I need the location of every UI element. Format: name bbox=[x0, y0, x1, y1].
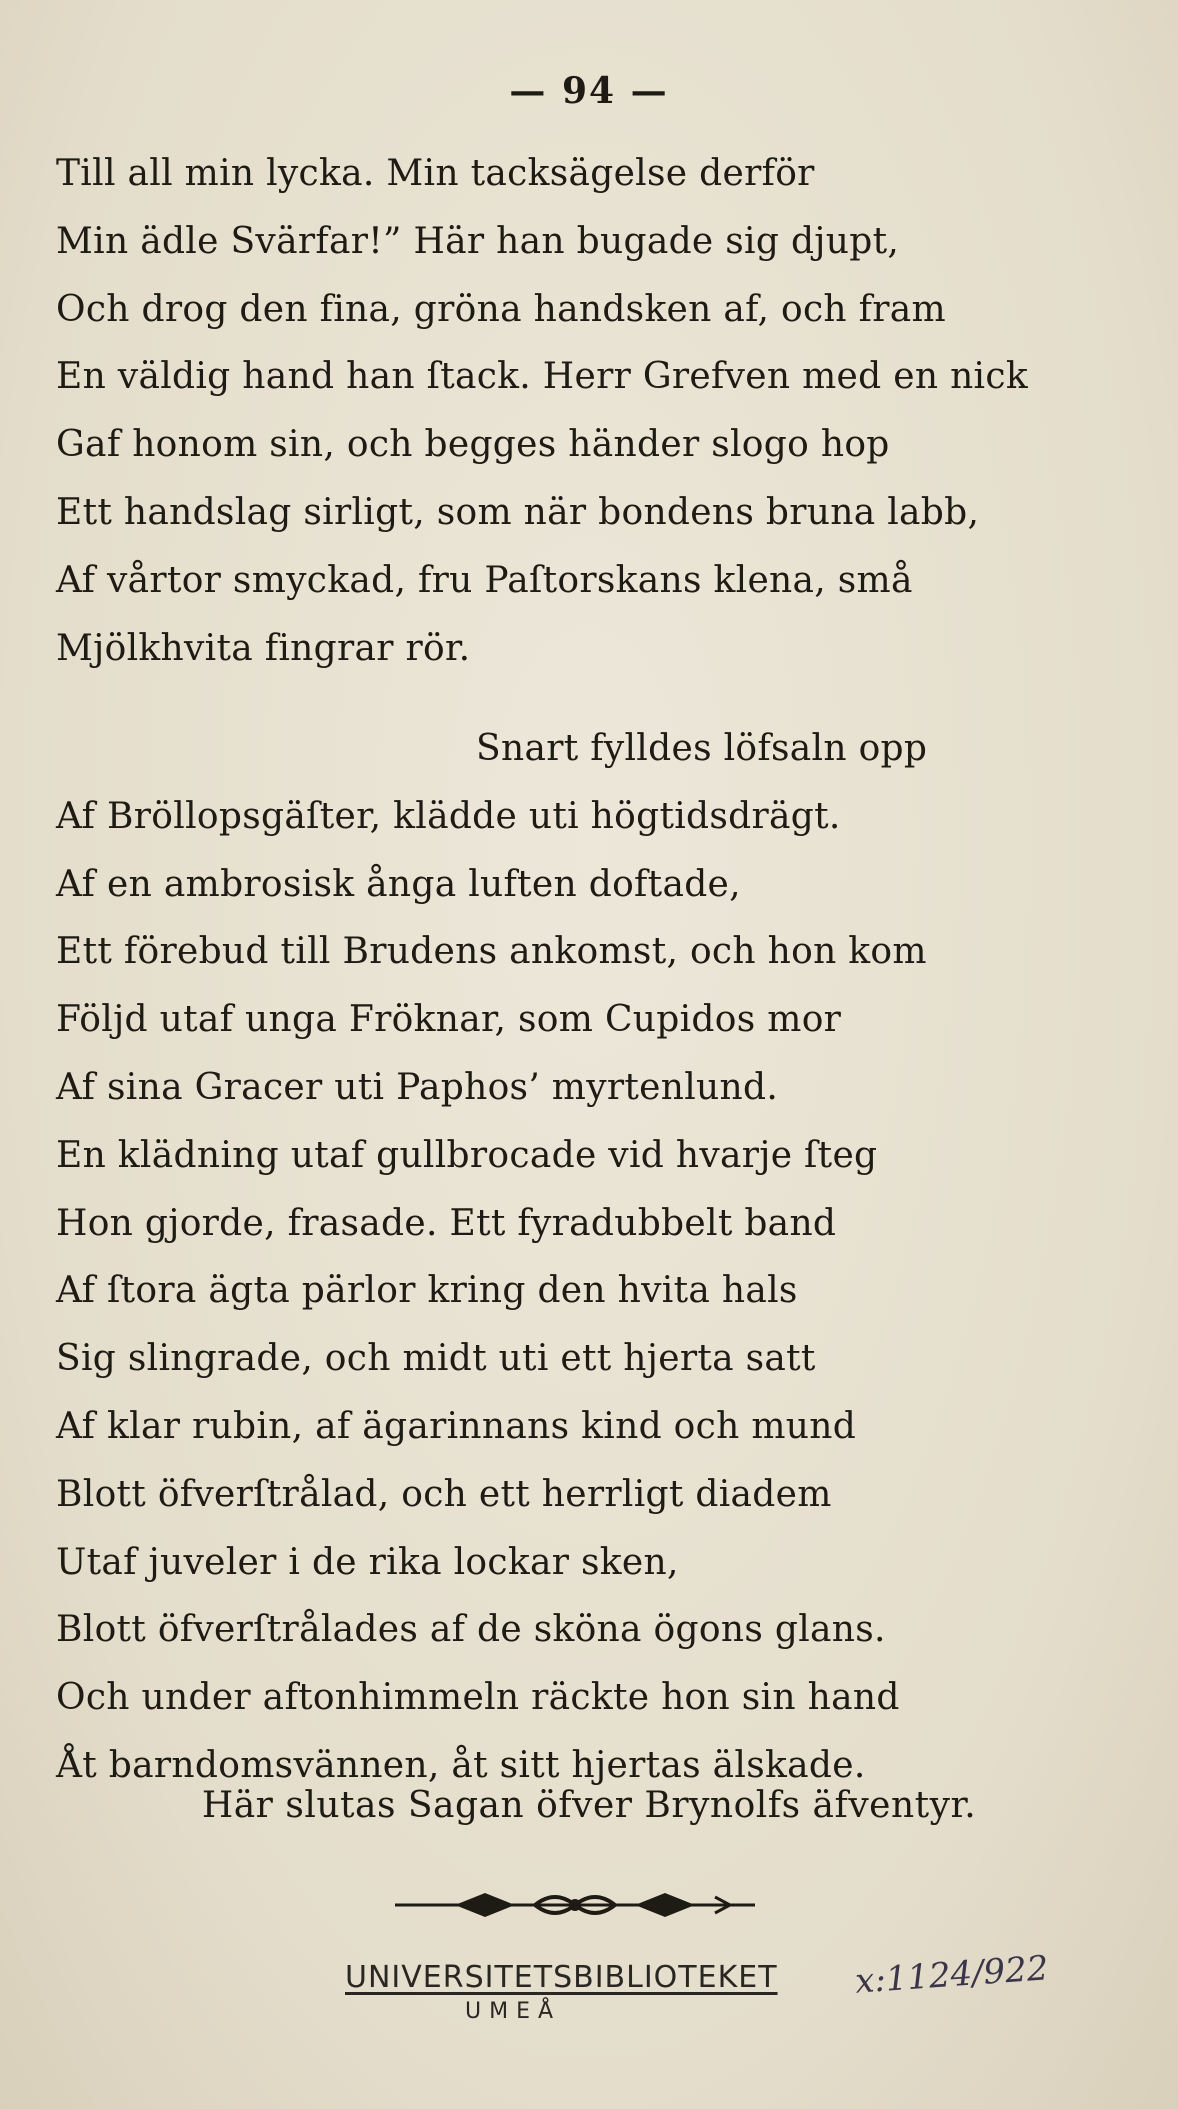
verse-line: Blott öfverſtrålades af de sköna ögons glans. bbox=[56, 1609, 886, 1651]
verse-stanza-1 bbox=[56, 140, 1116, 682]
verse-line: Blott öfverſtrålad, och ett herrligt diadem bbox=[56, 1473, 832, 1515]
end-ornament-icon bbox=[385, 1885, 765, 1925]
verse-line: Sig slingrade, och midt uti ett hjerta satt bbox=[56, 1338, 816, 1380]
verse-line: Ett handslag sirligt, som när bondens bruna labb, bbox=[56, 491, 980, 533]
verse-line: Af Bröllopsgäſter, klädde uti högtidsdrägt. bbox=[56, 795, 841, 837]
library-stamp bbox=[345, 1960, 778, 2024]
verse-line: Och under aftonhimmeln räckte hon sin hand bbox=[56, 1677, 900, 1719]
verse-line: Mjölkhvita fingrar rör. bbox=[56, 627, 471, 669]
verse-line: Utaf juveler i de rika lockar sken, bbox=[56, 1541, 679, 1583]
verse-line: Min ädle Svärfar!” Här han bugade sig djupt, bbox=[56, 220, 900, 262]
verse-line: Ett förebud till Brudens ankomst, och hon kom bbox=[56, 931, 927, 973]
verse-line: Af klar rubin, af ägarinnans kind och mund bbox=[56, 1405, 857, 1447]
stamp-library-name: UNIVERSITETSBIBLIOTEKET bbox=[345, 1960, 778, 1995]
verse-line: Af sina Gracer uti Paphos’ myrtenlund. bbox=[56, 1066, 779, 1108]
page-number: — 94 — bbox=[509, 70, 669, 112]
closing-line: Här slutas Sagan öfver Brynolfs äfventyr. bbox=[201, 1785, 977, 1826]
handwritten-shelfmark: x:1124/922 bbox=[853, 1948, 1050, 2002]
verse-line: En väldig hand han ſtack. Herr Grefven med en nick bbox=[56, 356, 1028, 398]
verse-stanza-2 bbox=[56, 715, 1116, 1800]
verse-line: Hon gjorde, frasade. Ett fyradubbelt band bbox=[56, 1202, 837, 1244]
verse-line: Åt barndomsvännen, åt sitt hjertas älskade. bbox=[56, 1744, 866, 1786]
verse-line: Af ſtora ägta pärlor kring den hvita hals bbox=[56, 1270, 798, 1312]
verse-line: Och drog den fina, gröna handsken af, och fram bbox=[56, 288, 946, 330]
stamp-city: UMEÅ bbox=[465, 1999, 562, 2024]
verse-line: Af en ambrosisk ånga luften doftade, bbox=[56, 863, 741, 905]
verse-line: Följd utaf unga Fröknar, som Cupidos mor bbox=[56, 999, 842, 1041]
verse-line: En klädning utaf gullbrocade vid hvarje ſteg bbox=[56, 1134, 878, 1176]
verse-line: Af vårtor smyckad, fru Paſtorskans klena, små bbox=[56, 559, 913, 601]
verse-line: Till all min lycka. Min tacksägelse derför bbox=[56, 153, 815, 194]
verse-line: Gaf honom sin, och begges händer slogo hop bbox=[56, 424, 890, 466]
verse-line-indented: Snart fylldes löfsaln opp bbox=[476, 728, 928, 769]
